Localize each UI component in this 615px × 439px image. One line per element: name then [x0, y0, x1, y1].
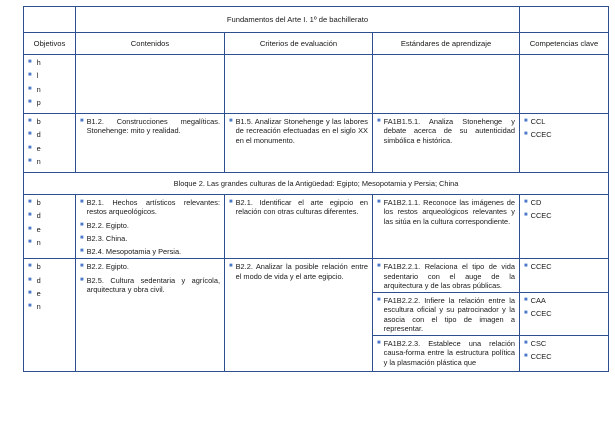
bullet-icon: ■ — [524, 131, 528, 138]
bullet-icon: ■ — [524, 310, 528, 317]
corner-cell — [520, 7, 609, 33]
table-row — [24, 114, 609, 173]
bullet-icon: ■ — [377, 118, 381, 124]
list-item: B2.3. China. — [86, 233, 128, 243]
header-competencias: Competencias clave — [520, 33, 609, 55]
bullet-icon: ■ — [28, 59, 32, 65]
list-item: CSC — [530, 339, 547, 348]
objetivos-cell — [24, 55, 76, 114]
criterios-cell — [225, 259, 373, 372]
estandares-cell — [373, 259, 520, 293]
bullet-icon: ■ — [524, 118, 528, 124]
bullet-icon: ■ — [524, 297, 528, 303]
contenidos-cell — [76, 114, 225, 173]
header-estandares: Estándares de aprendizaje — [373, 33, 520, 55]
list-item: l — [36, 71, 39, 81]
header-contenidos: Contenidos — [76, 33, 225, 55]
bullet-icon: ■ — [229, 118, 233, 124]
bullet-icon: ■ — [28, 199, 32, 205]
contenidos-cell — [76, 195, 225, 259]
bullet-icon: ■ — [80, 221, 84, 228]
bullet-icon: ■ — [229, 199, 233, 205]
bullet-icon: ■ — [80, 118, 84, 124]
header-criterios: Criterios de evaluación — [225, 33, 373, 55]
list-item: d — [36, 211, 41, 221]
estandares-cell — [373, 55, 520, 114]
objetivos-cell — [24, 114, 76, 173]
bullet-icon: ■ — [377, 263, 381, 270]
list-item: CCEC — [530, 262, 552, 272]
contenidos-cell — [76, 55, 225, 114]
bullet-icon: ■ — [28, 85, 32, 92]
list-item: CAA — [530, 296, 546, 305]
list-item: B2.1. Identificar el arte egipcio en relación con otras culturas diferentes. — [235, 198, 368, 217]
list-item: FA1B2.1.1. Reconoce las imágenes de los restos arqueológicos relevantes y las sitúa en la cultura correspondiente. — [383, 198, 515, 226]
bullet-icon: ■ — [377, 199, 381, 205]
bullet-icon: ■ — [28, 157, 32, 164]
bullet-icon: ■ — [524, 353, 528, 360]
bullet-icon: ■ — [28, 98, 32, 105]
list-item: FA1B2.2.3. Establece una relación causa-forma entre la estructura política y la plasmación plástica que — [383, 339, 515, 367]
list-item: p — [36, 97, 41, 107]
list-item: CCEC — [530, 211, 552, 221]
list-item: n — [36, 237, 41, 247]
competencias-cell — [520, 336, 609, 372]
list-item: B1.2. Construcciones megalíticas. Stonehenge: mito y realidad. — [86, 117, 220, 136]
list-item: B2.4. Mesopotamia y Persia. — [86, 247, 182, 256]
bullet-icon: ■ — [80, 199, 84, 205]
bullet-icon: ■ — [80, 234, 84, 241]
table-title: Fundamentos del Arte I. 1º de bachillerato — [76, 7, 520, 33]
bullet-icon: ■ — [377, 340, 381, 346]
list-item: B2.2. Egipto. — [86, 220, 129, 230]
estandares-cell — [373, 293, 520, 336]
list-item: B2.5. Cultura sedentaria y agrícola, arquitectura y obra civil. — [86, 275, 220, 294]
bullet-icon: ■ — [28, 225, 32, 232]
objetivos-cell — [24, 259, 76, 372]
list-item: FA1B2.2.1. Relaciona el tipo de vida sedentario con el auge de la arquitectura y de las obras públicas. — [383, 262, 515, 290]
table-row — [24, 259, 609, 293]
list-item: FA1B1.5.1. Analiza Stonehenge y debate acerca de su autenticidad simbólica e histórica. — [383, 117, 515, 145]
list-item: B2.2. Egipto. — [86, 262, 129, 272]
bullet-icon: ■ — [28, 72, 32, 79]
bullet-icon: ■ — [524, 212, 528, 219]
list-item: e — [36, 288, 41, 298]
bullet-icon: ■ — [80, 263, 84, 270]
list-item: n — [36, 84, 41, 94]
list-item: B2.2. Analizar la posible relación entre el modo de vida y el arte egipcio. — [235, 262, 368, 281]
list-item: b — [36, 262, 41, 272]
bullet-icon: ■ — [80, 276, 84, 283]
bullet-icon: ■ — [524, 199, 528, 205]
bullet-icon: ■ — [28, 212, 32, 219]
criterios-cell — [225, 195, 373, 259]
list-item: CCL — [530, 117, 546, 126]
competencias-cell — [520, 55, 609, 114]
bullet-icon: ■ — [524, 340, 528, 346]
bullet-icon: ■ — [28, 131, 32, 138]
list-item: d — [36, 275, 41, 285]
estandares-cell — [373, 195, 520, 259]
corner-cell — [24, 7, 76, 33]
list-item: b — [36, 117, 41, 126]
list-item: d — [36, 130, 41, 140]
curriculum-table — [23, 6, 609, 372]
list-item: e — [36, 224, 41, 234]
estandares-cell — [373, 336, 520, 372]
table-row — [24, 55, 609, 114]
bullet-icon: ■ — [28, 289, 32, 296]
list-item: B1.5. Analizar Stonehenge y las labores de recreación efectuadas en el siglo XX en el monumento. — [235, 117, 368, 145]
bullet-icon: ■ — [28, 118, 32, 124]
competencias-cell — [520, 195, 609, 259]
list-item: n — [36, 302, 41, 311]
bullet-icon: ■ — [28, 144, 32, 151]
bullet-icon: ■ — [80, 248, 84, 254]
list-item: CCEC — [530, 352, 552, 362]
list-item: B2.1. Hechos artísticos relevantes: restos arqueológicos. — [86, 198, 220, 217]
bullet-icon: ■ — [28, 276, 32, 283]
bullet-icon: ■ — [28, 238, 32, 245]
bullet-icon: ■ — [377, 297, 381, 303]
estandares-cell — [373, 114, 520, 173]
list-item: CCEC — [530, 309, 552, 319]
list-item: e — [36, 143, 41, 153]
competencias-cell — [520, 114, 609, 173]
criterios-cell — [225, 55, 373, 114]
list-item: CD — [530, 198, 542, 207]
list-item: h — [36, 58, 41, 67]
bullet-icon: ■ — [524, 263, 528, 270]
list-item: FA1B2.2.2. Infiere la relación entre la escultura oficial y su patrocinador y la asocia con el tipo de imagen a representar. — [383, 296, 515, 333]
bullet-icon: ■ — [28, 303, 32, 309]
competencias-cell — [520, 259, 609, 293]
objetivos-cell — [24, 195, 76, 259]
competencias-cell — [520, 293, 609, 336]
bullet-icon: ■ — [229, 263, 233, 270]
list-item: b — [36, 198, 41, 207]
section-heading: Bloque 2. Las grandes culturas de la Antigüedad: Egipto; Mesopotamia y Persia; China — [24, 173, 609, 195]
contenidos-cell — [76, 259, 225, 372]
bullet-icon: ■ — [28, 263, 32, 270]
list-item: n — [36, 156, 41, 166]
table-row — [24, 195, 609, 259]
list-item: CCEC — [530, 130, 552, 140]
header-objetivos: Objetivos — [24, 33, 76, 55]
criterios-cell — [225, 114, 373, 173]
